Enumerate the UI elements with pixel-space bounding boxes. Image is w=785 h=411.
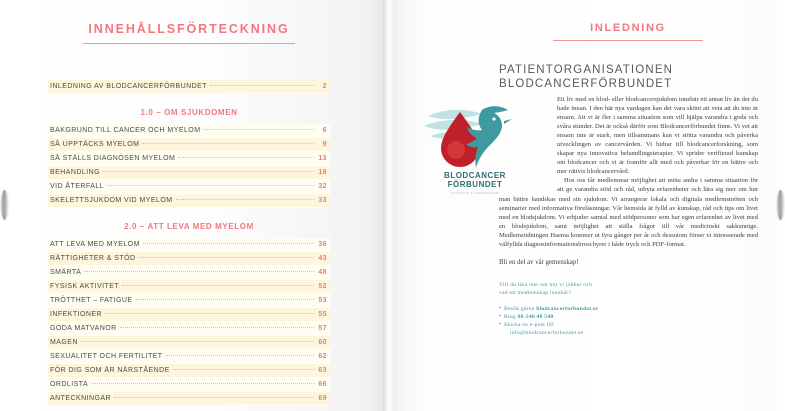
toc-entry-page: 6: [322, 127, 327, 134]
logo-wordmark: [420, 171, 530, 195]
toc-leader-dots: [103, 171, 314, 172]
toc-entry[interactable]: [48, 322, 330, 336]
page-title-line1: PATIENTORGANISATIONEN: [499, 64, 674, 76]
toc-entry-page: 36: [318, 241, 327, 248]
toc-entry[interactable]: [48, 238, 330, 252]
blodcancerforbundet-logo: [420, 92, 530, 195]
toc-leader-dots: [105, 313, 314, 314]
logo-tagline: KUNSKAP & GEMENSKAP: [451, 191, 499, 195]
contact-website-prefix: Besök gärna: [504, 305, 537, 312]
toc-entry-label: ANTECKNINGAR: [50, 395, 112, 402]
toc-entry[interactable]: [48, 336, 330, 350]
toc-leader-dots: [81, 341, 314, 342]
toc-entry[interactable]: [48, 294, 330, 308]
toc-entry-page: 63: [318, 367, 327, 374]
toc-leader-dots: [178, 157, 314, 158]
toc-entry[interactable]: [48, 124, 330, 138]
toc-entry-label: TRÖTTHET – FATIGUE: [50, 297, 133, 304]
intro-paragraph-1: Ett liv med en blod- eller blodcancersjukdom innebär ett annat liv än det du hade innan. I den här nya vardagen kan det vara skönt att veta att du inte är ensam. Att vi är fler i samma situation som vill hjälpa varandra i goda och svåra stunder. Det är också därför som Blodcancerförbundet finns. Vi vet att ensam inte är stark, men tillsammans kan vi stötta varandra och påverka utvecklingen av cancervården. Vi bidrar till blodcancerforskning, som skapar nya innovativa behandlingsterapier. Vi sprider verifierad kunskap om blodcancer och vi är framför allt med och påverkar för en bättre och mer rättvis blodcancervård.: [557, 96, 758, 176]
toc-entry-label: SEXUALITET OCH FERTILITET: [50, 353, 163, 360]
toc-leader-dots: [142, 143, 314, 144]
toc-entry-label: INLEDNING AV BLODCANCERFÖRBUNDET: [50, 83, 208, 90]
contact-lead: [499, 281, 758, 297]
toc-entry[interactable]: [48, 308, 330, 322]
toc-entry-page: 52: [318, 283, 327, 290]
toc-leader-dots: [176, 199, 315, 200]
bullet-icon: ▪: [499, 313, 502, 319]
toc-entry-label: SÅ UPPTÄCKS MYELOM: [50, 141, 140, 148]
toc-entry-label: SÅ STÄLLS DIAGNOSEN MYELOM: [50, 155, 176, 162]
contact-phone-prefix: Ring: [504, 313, 518, 320]
toc-entry-label: SKELETTSJUKDOM VID MYELOM: [50, 197, 173, 204]
toc-leader-dots: [122, 285, 314, 286]
intro-header: [499, 22, 757, 91]
toc-entry-page: 19: [318, 169, 327, 176]
toc-entry-page: 13: [318, 155, 327, 162]
bullet-icon: ▪: [499, 321, 502, 327]
toc-entry-intro[interactable]: [48, 80, 330, 94]
toc-entry-page: 57: [318, 325, 327, 332]
contact-email-prefix: Skicka en e-post till: [504, 321, 554, 328]
toc-entry-label: VID ÅTERFALL: [50, 183, 105, 190]
contact-lead-line1: Vill du läsa mer om hur vi jobbar och: [499, 281, 593, 288]
toc-entry-label: RÄTTIGHETER & STÖD: [50, 255, 136, 262]
toc-leader-dots: [107, 185, 314, 186]
toc-entry[interactable]: [48, 138, 330, 152]
toc-entry[interactable]: [48, 194, 330, 208]
toc-leader-dots: [173, 369, 314, 370]
contact-email[interactable]: [499, 321, 758, 337]
toc-entry[interactable]: [48, 152, 330, 166]
toc-entry-label: ORDLISTA: [50, 381, 89, 388]
binding-ring-left: [1, 190, 8, 220]
contact-website-url[interactable]: blodcancerforbundet.se: [536, 305, 599, 312]
logo-name-line2: FÖRBUNDET: [447, 180, 503, 189]
intro-closing-line: Bli en del av vår gemenskap!: [499, 258, 579, 266]
toc-entry[interactable]: [48, 378, 330, 392]
toc-entry-label: FYSISK AKTIVITET: [50, 283, 120, 290]
intro-paragraph-2: Hos oss får medlemmar möjlighet att möta andra i samma situation för att ge varandra stöd och råd, utbyta erfarenheter och lära sig mer om hur man bättre handskas med sin sjukdom. Vi arrangerar lokala och digitala medlemsmöten och seminarier med informativa föreläsningar. Vår hemsida är fylld av kunskap, råd och tips om livet med en blodsjukdom. Vi erbjuder samtal med stödpersoner som har egen erfarenhet av livet med en blodsjukdom, samt möjlighet att ställa frågor till vår medicinskt sakkunnige. Medlemstidningen Haema kommer ut fyra gånger per år och dessutom förser vi intresserade med välfyllda diagnosinformationsbroschyrer i både tryck och PDF-format.: [499, 177, 758, 248]
toc-entry-page: 60: [318, 339, 327, 346]
toc-entry[interactable]: [48, 252, 330, 266]
toc-entry-page: 53: [318, 297, 327, 304]
toc-entry-label: BAKGRUND TILL CANCER OCH MYELOM: [50, 127, 201, 134]
dove-blooddrop-icon: [420, 92, 530, 170]
toc-entry[interactable]: [48, 364, 330, 378]
toc-entry[interactable]: [48, 392, 330, 406]
page-title: [499, 63, 757, 91]
toc-section-title: 2.0 – ATT LEVA MED MYELOM: [124, 222, 254, 231]
contact-phone-number[interactable]: 08-546 40 540: [517, 313, 554, 320]
toc-entry-page: 33: [318, 197, 327, 204]
toc-leader-dots: [136, 299, 314, 300]
toc-entry-label: ATT LEVA MED MYELOM: [50, 241, 140, 248]
toc-leader-dots: [166, 355, 314, 356]
toc-entry-label: SMÄRTA: [50, 269, 82, 276]
toc-entry-page: 62: [318, 353, 327, 360]
contact-website[interactable]: [499, 305, 758, 313]
page-title-line2: BLODCANCERFÖRBUNDET: [499, 78, 673, 90]
toc-entry-label: INFEKTIONER: [50, 311, 103, 318]
toc-entry-page: 66: [318, 381, 327, 388]
toc-leader-dots: [143, 243, 314, 244]
bullet-icon: ▪: [499, 305, 502, 311]
toc-entry-page: 43: [318, 255, 327, 262]
toc-leader-dots: [203, 129, 314, 130]
book-spine: [383, 0, 393, 411]
contact-website-text: [504, 305, 598, 313]
contact-block: [499, 281, 758, 337]
toc-entry-label: MAGEN: [50, 339, 78, 346]
toc-list: [48, 80, 330, 406]
toc-entry-label: GODA MATVANOR: [50, 325, 117, 332]
toc-entry[interactable]: [48, 166, 330, 180]
toc-entry[interactable]: [48, 266, 330, 280]
toc-entry-page: 69: [318, 395, 327, 402]
toc-entry-page: 9: [322, 141, 327, 148]
toc-leader-dots: [120, 327, 314, 328]
contact-phone[interactable]: [499, 313, 758, 321]
toc-entry[interactable]: [48, 180, 330, 194]
toc-heading: INNEHÅLLSFÖRTECKNING: [83, 22, 295, 44]
section-label: INLEDNING: [553, 22, 703, 41]
table-of-contents: [48, 22, 330, 406]
contact-lead-line2: vad ett medlemskap innebär?: [499, 289, 572, 296]
toc-entry-label: BEHANDLING: [50, 169, 101, 176]
toc-leader-dots: [114, 397, 314, 398]
toc-entry[interactable]: [48, 280, 330, 294]
toc-leader-dots: [91, 383, 314, 384]
toc-leader-dots: [84, 271, 314, 272]
toc-leader-dots: [210, 85, 314, 86]
logo-name-line1: BLODCANCER: [444, 171, 506, 180]
intro-body-text: [499, 95, 758, 337]
contact-email-text: [504, 321, 583, 337]
binding-ring-right: [777, 190, 784, 220]
contact-email-address[interactable]: info@blodcancerforbundet.se: [510, 329, 584, 336]
contact-phone-text: [504, 313, 553, 321]
toc-entry-label: FÖR DIG SOM ÄR NÄRSTÅENDE: [50, 367, 170, 374]
toc-entry[interactable]: [48, 350, 330, 364]
toc-entry-page: 48: [318, 269, 327, 276]
toc-entry-page: 32: [318, 183, 327, 190]
toc-entry-page: 55: [318, 311, 327, 318]
toc-section-title: 1.0 – OM SJUKDOMEN: [140, 108, 238, 117]
toc-entry-page: 2: [322, 83, 327, 90]
toc-leader-dots: [139, 257, 315, 258]
